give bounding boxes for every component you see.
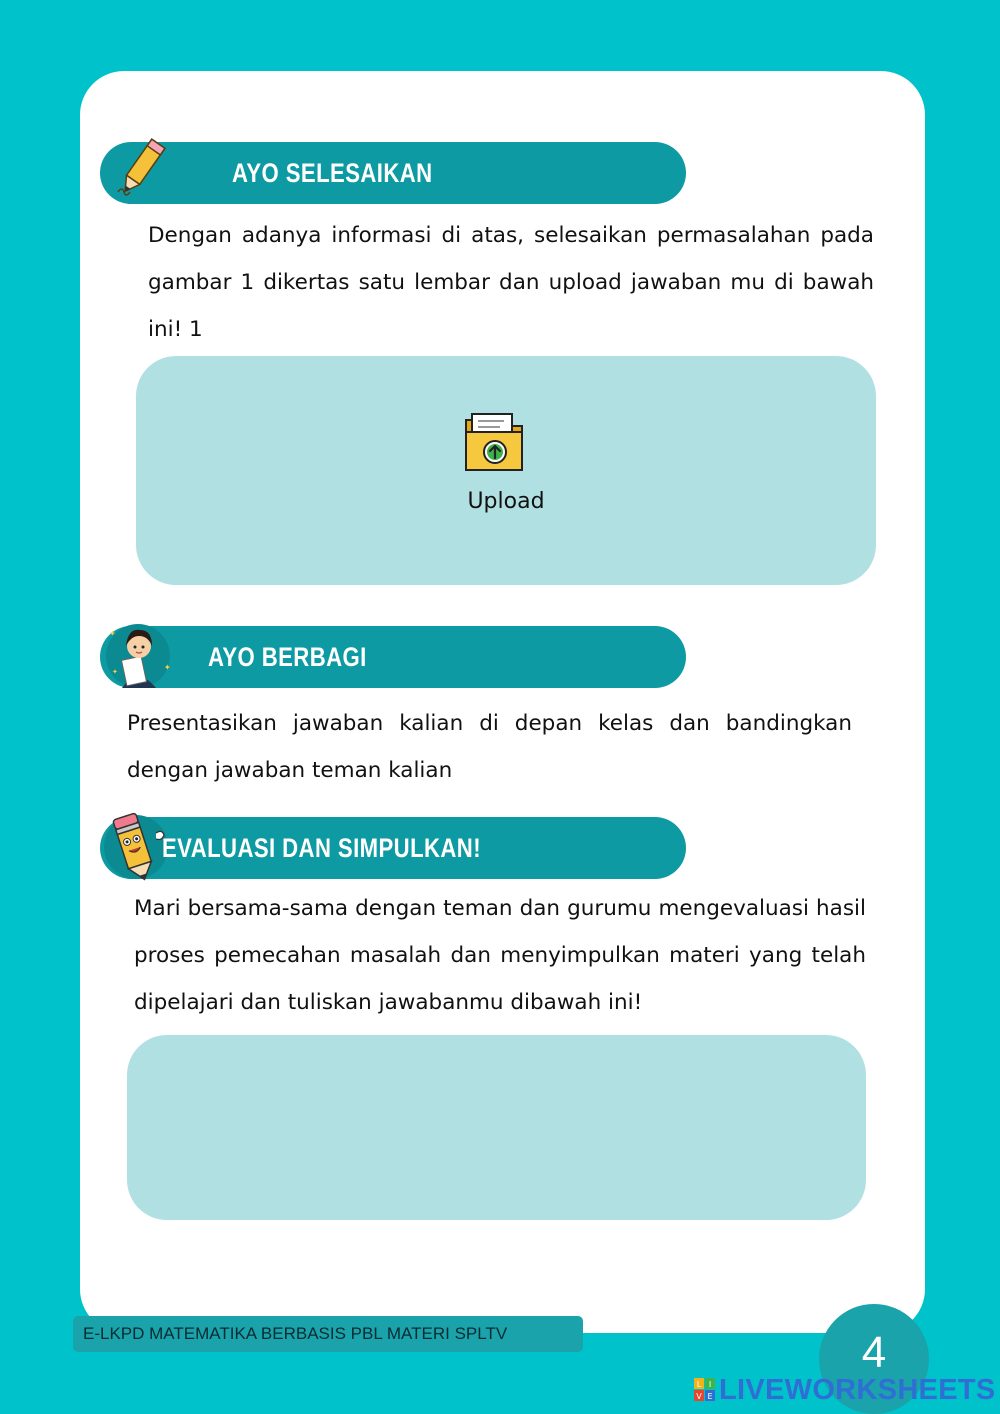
section-title-share: AYO BERBAGI [208, 642, 367, 672]
liveworksheets-watermark [694, 1374, 996, 1406]
instruction-text-solve: Dengan adanya informasi di atas, selesaikan permasalahan pada gambar 1 dikertas satu lembar dan upload jawaban mu di bawah ini! 1 [148, 223, 874, 342]
section-title-evaluate: EVALUASI DAN SIMPULKAN! [162, 833, 481, 863]
section-banner-evaluate [100, 817, 686, 879]
svg-text:✦: ✦ [164, 663, 171, 672]
svg-text:✦: ✦ [112, 668, 118, 676]
section-banner-share [100, 626, 686, 688]
page-number: 4 [861, 1328, 887, 1377]
folder-upload-icon [462, 410, 528, 476]
svg-text:I: I [708, 1380, 712, 1389]
svg-text:✦: ✦ [109, 629, 116, 638]
upload-label[interactable]: Upload [467, 489, 545, 514]
svg-text:L: L [696, 1380, 702, 1389]
teacher-icon [104, 616, 176, 692]
svg-text:V: V [696, 1392, 702, 1401]
instruction-text-evaluate: Mari bersama-sama dengan teman dan gurumu mengevaluasi hasil proses pemecahan masalah dan menyimpulkan materi yang telah dipelajari dan tuliskan jawabanmu dibawah ini! [134, 896, 866, 1015]
section-banner-solve [100, 142, 686, 204]
section-title-solve: AYO SELESAIKAN [232, 158, 433, 188]
answer-textbox[interactable] [127, 1035, 866, 1220]
instruction-text-share: Presentasikan jawaban kalian di depan kelas dan bandingkan dengan jawaban teman kalian [127, 711, 852, 783]
svg-text:E: E [707, 1392, 713, 1401]
liveworksheets-logo-icon [694, 1378, 716, 1402]
footer-label: E-LKPD MATEMATIKA BERBASIS PBL MATERI SPLTV [73, 1316, 583, 1352]
upload-dropzone[interactable] [136, 356, 876, 585]
watermark-text: LIVEWORKSHEETS [719, 1373, 996, 1406]
pencil-icon [104, 132, 176, 208]
